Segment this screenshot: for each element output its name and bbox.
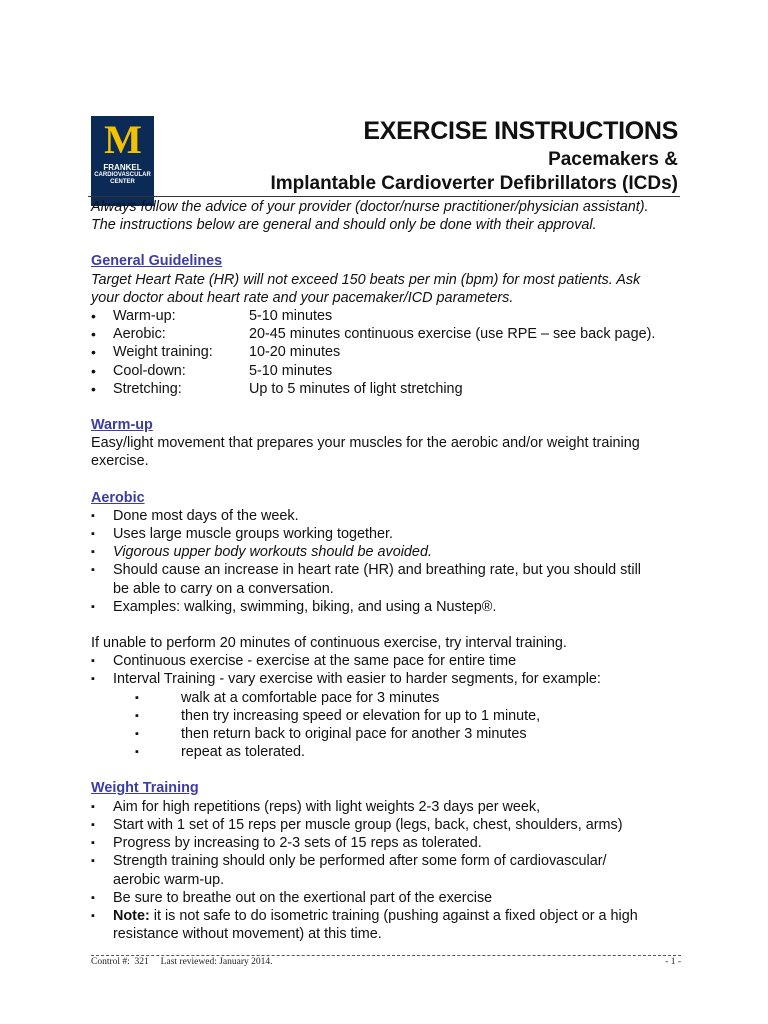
warm-up-text-2: exercise. (91, 453, 149, 470)
note-label: Note: (113, 907, 150, 924)
weight-item: ▪ Progress by increasing to 2-3 sets of 15 reps as tolerated. (91, 835, 482, 852)
bullet-icon: • (91, 362, 96, 379)
square-bullet-icon: ▪ (91, 837, 95, 850)
weight-note-item (91, 907, 681, 925)
guideline-item: • Warm-up: 5-10 minutes (91, 308, 333, 325)
square-bullet-icon: ▪ (91, 564, 95, 577)
note-text-2: resistance without movement) at this time. (113, 926, 382, 943)
aerobic-heading: Aerobic (91, 489, 145, 506)
general-guidelines-heading: General Guidelines (91, 253, 223, 270)
square-bullet-icon: ▪ (91, 673, 95, 686)
weight-item-continued: aerobic warm-up. (113, 871, 225, 888)
weight-training-heading: Weight Training (91, 780, 199, 797)
footer-control-text: Control #: 321 Last reviewed: January 2014. (91, 957, 273, 967)
interval-sub-item: ▪ repeat as tolerated. (135, 744, 305, 761)
subtitle-2: Implantable Cardioverter Defibrillators (ICDs) (270, 173, 678, 194)
aerobic-item-continued: be able to carry on a conversation. (113, 580, 334, 597)
weight-item: ▪ Strength training should only be performed after some form of cardiovascular/ (91, 853, 607, 870)
title-block (270, 116, 678, 196)
intro-line-1: Always follow the advice of your provider (doctor/nurse practitioner/physician assistant). (91, 199, 649, 215)
document-body (91, 198, 681, 943)
logo-letter: M (104, 117, 141, 162)
note-text-1: it is not safe to do isometric training (pushing against a fixed object or a high (149, 907, 638, 924)
header-rule (88, 196, 680, 197)
general-line-2: your doctor about heart rate and your pacemaker/ICD parameters. (91, 289, 514, 306)
logo-line1: FRANKEL (103, 163, 142, 172)
interval-sub-item: ▪ walk at a comfortable pace for 3 minutes (135, 689, 440, 706)
guideline-item: • Aerobic: 20-45 minutes continuous exercise (use RPE – see back page). (91, 326, 656, 343)
general-line-1: Target Heart Rate (HR) will not exceed 150 beats per min (bpm) for most patients. Ask (91, 271, 641, 288)
guideline-item: • Stretching: Up to 5 minutes of light stretching (91, 380, 463, 397)
interval-sub-item: ▪ then return back to original pace for another 3 minutes (135, 726, 527, 743)
bullet-icon: • (91, 308, 96, 325)
intro-line-2: The instructions below are general and should only be done with their approval. (91, 217, 597, 234)
square-bullet-icon: ▪ (135, 746, 139, 759)
square-bullet-icon: ▪ (91, 655, 95, 668)
page-number: - 1 - (665, 957, 681, 967)
guideline-item: • Weight training: 10-20 minutes (91, 344, 341, 361)
square-bullet-icon: ▪ (91, 891, 95, 904)
aerobic-item: ▪ Uses large muscle groups working together. (91, 526, 393, 543)
guideline-item: • Cool-down: 5-10 minutes (91, 362, 333, 379)
square-bullet-icon: ▪ (135, 709, 139, 722)
weight-note-continued (91, 925, 681, 943)
interval-intro: If unable to perform 20 minutes of continuous exercise, try interval training. (91, 635, 567, 652)
logo-line2: CARDIOVASCULAR (94, 172, 151, 178)
square-bullet-icon: ▪ (91, 855, 95, 868)
square-bullet-icon: ▪ (91, 818, 95, 831)
square-bullet-icon: ▪ (91, 509, 95, 522)
page-footer (91, 955, 681, 967)
square-bullet-icon: ▪ (91, 546, 95, 559)
logo-line3: CENTER (110, 179, 135, 185)
aerobic-item: ▪ Vigorous upper body workouts should be avoided. (91, 544, 432, 561)
frankel-cardiovascular-center-logo (91, 116, 154, 206)
square-bullet-icon: ▪ (91, 528, 95, 541)
page-title: EXERCISE INSTRUCTIONS (363, 117, 678, 145)
interval-item: ▪ Continuous exercise - exercise at the same pace for entire time (91, 653, 517, 670)
weight-item: ▪ Be sure to breathe out on the exertional part of the exercise (91, 889, 493, 906)
bullet-icon: • (91, 326, 96, 343)
square-bullet-icon: ▪ (135, 728, 139, 741)
square-bullet-icon: ▪ (135, 691, 139, 704)
interval-item: ▪ Interval Training - vary exercise with easier to harder segments, for example: (91, 671, 601, 688)
aerobic-item: ▪ Should cause an increase in heart rate (HR) and breathing rate, but you should still (91, 562, 641, 579)
warm-up-text-1: Easy/light movement that prepares your muscles for the aerobic and/or weight training (91, 435, 640, 452)
square-bullet-icon: ▪ (91, 600, 95, 613)
square-bullet-icon: ▪ (91, 909, 95, 922)
interval-sub-item: ▪ then try increasing speed or elevation for up to 1 minute, (135, 707, 541, 724)
aerobic-item: ▪ Examples: walking, swimming, biking, and using a Nustep®. (91, 598, 497, 615)
weight-item: ▪ Aim for high repetitions (reps) with light weights 2-3 days per week, (91, 798, 541, 815)
weight-item: ▪ Start with 1 set of 15 reps per muscle group (legs, back, chest, shoulders, arms) (91, 816, 623, 833)
square-bullet-icon: ▪ (91, 800, 95, 813)
bullet-icon: • (91, 380, 96, 397)
subtitle-1: Pacemakers & (548, 149, 678, 170)
aerobic-item: ▪ Done most days of the week. (91, 507, 299, 524)
bullet-icon: • (91, 344, 96, 361)
warm-up-heading: Warm-up (91, 417, 153, 434)
